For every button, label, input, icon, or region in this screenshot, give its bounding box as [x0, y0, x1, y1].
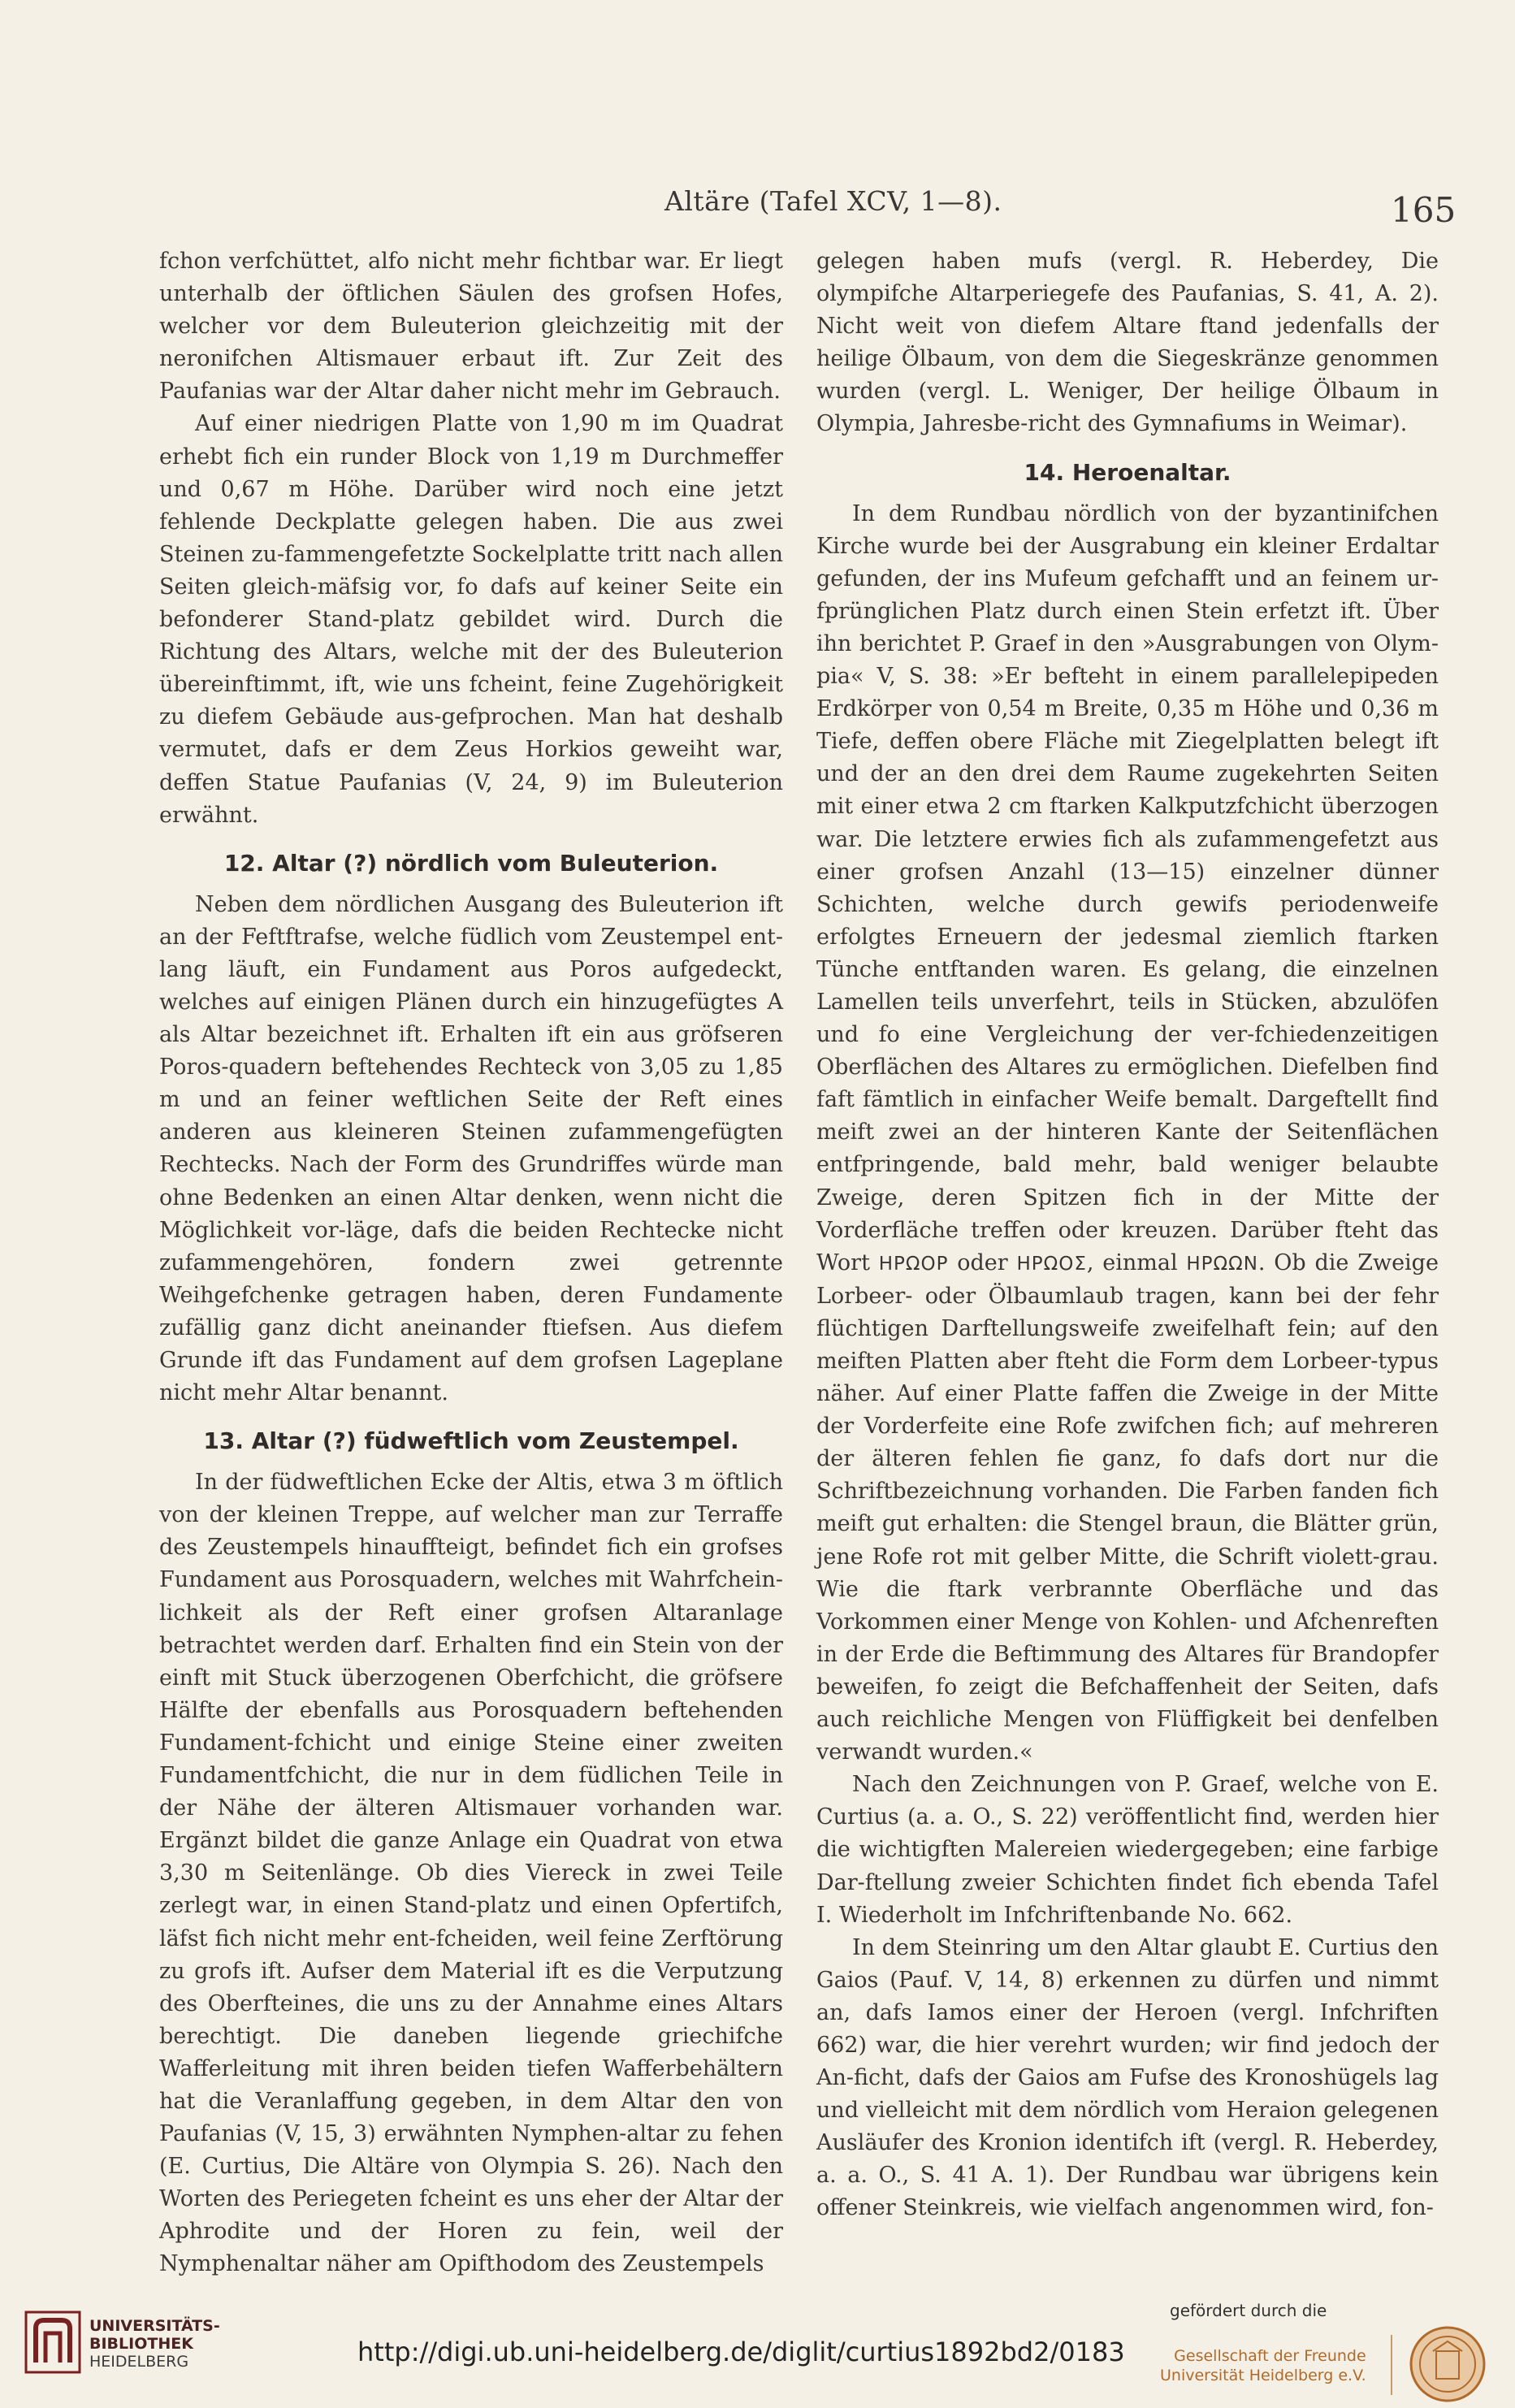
paragraph: In dem Steinring um den Altar glaubt E. Curtius den Gaios (Pauf. V, 14, 8) erkennen zu dürfen und nimmt an, dafs Iamos einer der Heroen (vergl. Infchriften 662) war, die hier verehrt wurden; wir find jedoch der An-ficht, dafs der Gaios am Fufse des Kronoshügels lag und vielleicht mit dem nördlich vom Heraion gelegenen Ausläufer des Kronion identifch ift (vergl. R. Heberdey, a. a. O., S. 41 A. 1). Der Rundbau war übrigens kein offener Steinkreis, wie vielfach angenommen wird, fon- — [816, 1934, 1439, 2221]
section-heading-12: 12. Altar (?) nördlich vom Buleuterion. — [223, 849, 719, 877]
university-seal-icon — [1409, 2325, 1487, 2403]
library-name-line: HEIDELBERG — [89, 2353, 189, 2371]
greek-inscription: ΗΡΩΟΣ — [1016, 1253, 1087, 1275]
paragraph: Neben dem nördlichen Ausgang des Buleuterion ift an der Feftftrafse, welche füdlich vom Zeustempel ent-lang läuft, ein Fundament aus Poros aufgedeckt, welches auf einigen Plänen durch ein hinzugefügtes A als Altar bezeichnet ift. Erhalten ift ein aus gröfseren Poros-quadern beftehendes Rechteck von 3,05 zu 1,85 m und an feiner weftlichen Seite der Reft eines anderen aus kleineren Steinen zufammengefügten Rechtecks. Nach der Form des Grundriffes würde man ohne Bedenken an einen Altar denken, wenn nicht die Möglichkeit vor-läge, dafs die beiden Rechtecke nicht zufammengehören, fondern zwei getrennte Weihgefchenke getragen haben, deren Fundamente zufällig ganz dicht aneinander ftiefsen. Aus diefem Grunde ift das Fundament auf dem grofsen Lageplane nicht mehr Altar benannt. — [159, 891, 783, 1406]
page-header — [0, 185, 1515, 234]
section-heading-13: 13. Altar (?) füdweftlich vom Zeustempel. — [203, 1427, 739, 1455]
funded-by-label: gefördert durch die — [1170, 2301, 1327, 2320]
greek-inscription: ΗΡΩΩΝ — [1186, 1253, 1258, 1275]
paragraph — [816, 498, 1439, 1769]
greek-inscription: ΗΡΩΟΡ — [878, 1253, 949, 1275]
digitization-footer — [0, 2289, 1515, 2408]
library-name-line: BIBLIOTHEK — [89, 2335, 193, 2353]
page-number: 165 — [1391, 190, 1457, 230]
text-run: In dem Rundbau nördlich von der byzantinifchen Kirche wurde bei der Ausgrabung ein kleiner Erdaltar gefunden, der ins Mufeum gefchafft und an feinem ur-fprünglichen Platz durch einen Stein erfetzt ift. Über ihn berichtet P. Graef in den »Ausgrabungen von Olym-pia« V, S. 38: »Er befteht in einem parallelepipeden Erdkörper von 0,54 m Breite, 0,35 m Höhe und 0,36 m Tiefe, deffen obere Fläche mit Ziegelplatten belegt ift und der an den drei dem Raume zugekehrten Seiten mit einer etwa 2 cm ftarken Kalkputzfchicht überzogen war. Die letztere erwies fich als zufammengefetzt aus einer grofsen Anzahl (13—15) einzelner dünner Schichten, welche durch gewifs periodenweife erfolgtes Erneuern der jedesmal ziemlich ftarken Tünche entftanden waren. Es gelang, die einzelnen Lamellen teils unverfehrt, teils in Stücken, abzulöfen und fo eine Vergleichung der ver-fchiedenzeitigen Oberflächen des Altares zu ermöglichen. Diefelben find faft fämtlich in einfacher Weife bemalt. Dargeftellt find meift zwei an der hinteren Kante der Seitenflächen entfpringende, bald mehr, bald weniger belaubte Zweige, deren Spitzen fich in der Mitte der Vorderfläche treffen oder kreuzen. Darüber fteht das Wort — [816, 500, 1439, 1275]
permalink-url[interactable]: http://digi.ub.uni-heidelberg.de/diglit/curtius1892bd2/0183 — [357, 2337, 1125, 2367]
footer-divider — [1391, 2335, 1392, 2395]
paragraph: Auf einer niedrigen Platte von 1,90 m im Quadrat erhebt fich ein runder Block von 1,19 m Durchmeffer und 0,67 m Höhe. Darüber wird noch eine jetzt fehlende Deckplatte gelegen haben. Die aus zwei Steinen zu-fammengefetzte Sockelplatte tritt nach allen Seiten gleich-mäfsig vor, fo dafs auf keiner Seite ein befonderer Stand-platz gebildet wird. Durch die Richtung des Altars, welche mit der des Buleuterion übereinftimmt, ift, wie uns fcheint, feine Zugehörigkeit zu diefem Gebäude aus-gefprochen. Man hat deshalb vermutet, dafs er dem Zeus Horkios geweiht war, deffen Statue Paufanias (V, 24, 9) im Buleuterion erwähnt. — [159, 411, 783, 828]
paragraph: Nach den Zeichnungen von P. Graef, welche von E. Curtius (a. a. O., S. 22) veröffentlicht find, werden hier die wichtigften Malereien wiedergegeben; eine farbige Dar-ftellung zweier Schichten findet fich ebenda Tafel I. Wiederholt im Infchriftenbande No. 662. — [816, 1772, 1439, 1928]
text-run: . Ob die Zweige Lorbeer- oder Ölbaumlaub tragen, kann bei der fehr flüchtigen Darftellungsweife zweifelhaft fein; auf den meiften Platten aber fteht die Form dem Lorbeer-typus näher. Auf einer Platte faffen die Zweige in der Mitte der Vorderfeite eine Rofe zwifchen fich; auf mehreren der älteren fehlen fie ganz, fo dafs dort nur die Schriftbezeichnung vorhanden. Die Farben fanden fich meift gut erhalten: die Stengel braun, die Blätter grün, jene Rofe rot mit gelber Mitte, die Schrift violett-grau. Wie die ftark verbrannte Oberfläche und das Vorkommen einer Menge von Kohlen- und Afchenreften in der Erde die Beftimmung des Altares für Brandopfer beweifen, fo zeigt die Befchaffenheit der Seiten, dafs auch reichliche Mengen von Flüffigkeit bei denfelben verwandt wurden.« — [816, 1249, 1439, 1765]
library-logo-icon — [24, 2311, 81, 2374]
left-column — [159, 245, 783, 2281]
paragraph: fchon verfchüttet, alfo nicht mehr fichtbar war. Er liegt unterhalb der öftlichen Säulen des grofsen Hofes, welcher vor dem Buleuterion gleichzeitig mit der neronifchen Altismauer erbaut ift. Zur Zeit des Paufanias war der Altar daher nicht mehr im Gebrauch. — [159, 249, 783, 405]
text-run: oder — [957, 1249, 1008, 1275]
section-heading-14: 14. Heroenaltar. — [1024, 458, 1231, 486]
running-title: Altäre (Tafel XCV, 1—8). — [664, 185, 1002, 217]
library-name — [89, 2317, 220, 2371]
paragraph: In der füdweftlichen Ecke der Altis, etwa 3 m öftlich von der kleinen Treppe, auf welcher man zur Terraffe des Zeustempels hinauffteigt, befindet fich ein grofses Fundament aus Porosquadern, welches mit Wahrfchein-lichkeit als der Reft einer grofsen Altaranlage betrachtet werden darf. Erhalten find ein Stein von der einft mit Stuck überzogenen Oberfchicht, die gröfsere Hälfte der ebenfalls aus Porosquadern beftehenden Fundament-fchicht und einige Steine einer zweiten Fundamentfchicht, die nur in dem füdlichen Teile in der Nähe der älteren Altismauer vorhanden war. Ergänzt bildet die ganze Anlage ein Quadrat von etwa 3,30 m Seitenlänge. Ob dies Viereck in zwei Teile zerlegt war, in einen Stand-platz und einen Opfertifch, läfst fich nicht mehr ent-fcheiden, weil feine Zerftörung zu grofs ift. Aufser dem Material ift es die Verputzung des Oberfteines, die uns zu der Annahme eines Altars berechtigt. Die daneben liegende griechifche Wafferleitung mit ihren beiden tiefen Wafferbehältern hat die Veranlaffung gegeben, in dem Altar den von Paufanias (V, 15, 3) erwähnten Nymphen-altar zu fehen (E. Curtius, Die Altäre von Olympia S. 26). Nach den Worten des Periegeten fcheint es uns eher der Altar der Aphrodite und der Horen zu fein, weil der Nymphenaltar näher am Opifthodom des Zeustempels — [159, 1470, 783, 2277]
paragraph: gelegen haben mufs (vergl. R. Heberdey, Die olympifche Altarperiegefe des Paufanias, S. 41, A. 2). Nicht weit von diefem Altare ftand jedenfalls der heilige Ölbaum, von dem die Siegeskränze genommen wurden (vergl. L. Weniger, Der heilige Ölbaum in Olympia, Jahresbe-richt des Gymnafiums in Weimar). — [816, 249, 1439, 437]
sponsor-line: Universität Heidelberg e.V. — [1160, 2367, 1366, 2384]
sponsor-line: Gesellschaft der Freunde — [1174, 2347, 1366, 2365]
right-column — [816, 245, 1439, 2225]
library-name-line: UNIVERSITÄTS- — [89, 2317, 220, 2335]
text-run: , einmal — [1086, 1249, 1178, 1275]
sponsor-name — [1160, 2346, 1366, 2385]
